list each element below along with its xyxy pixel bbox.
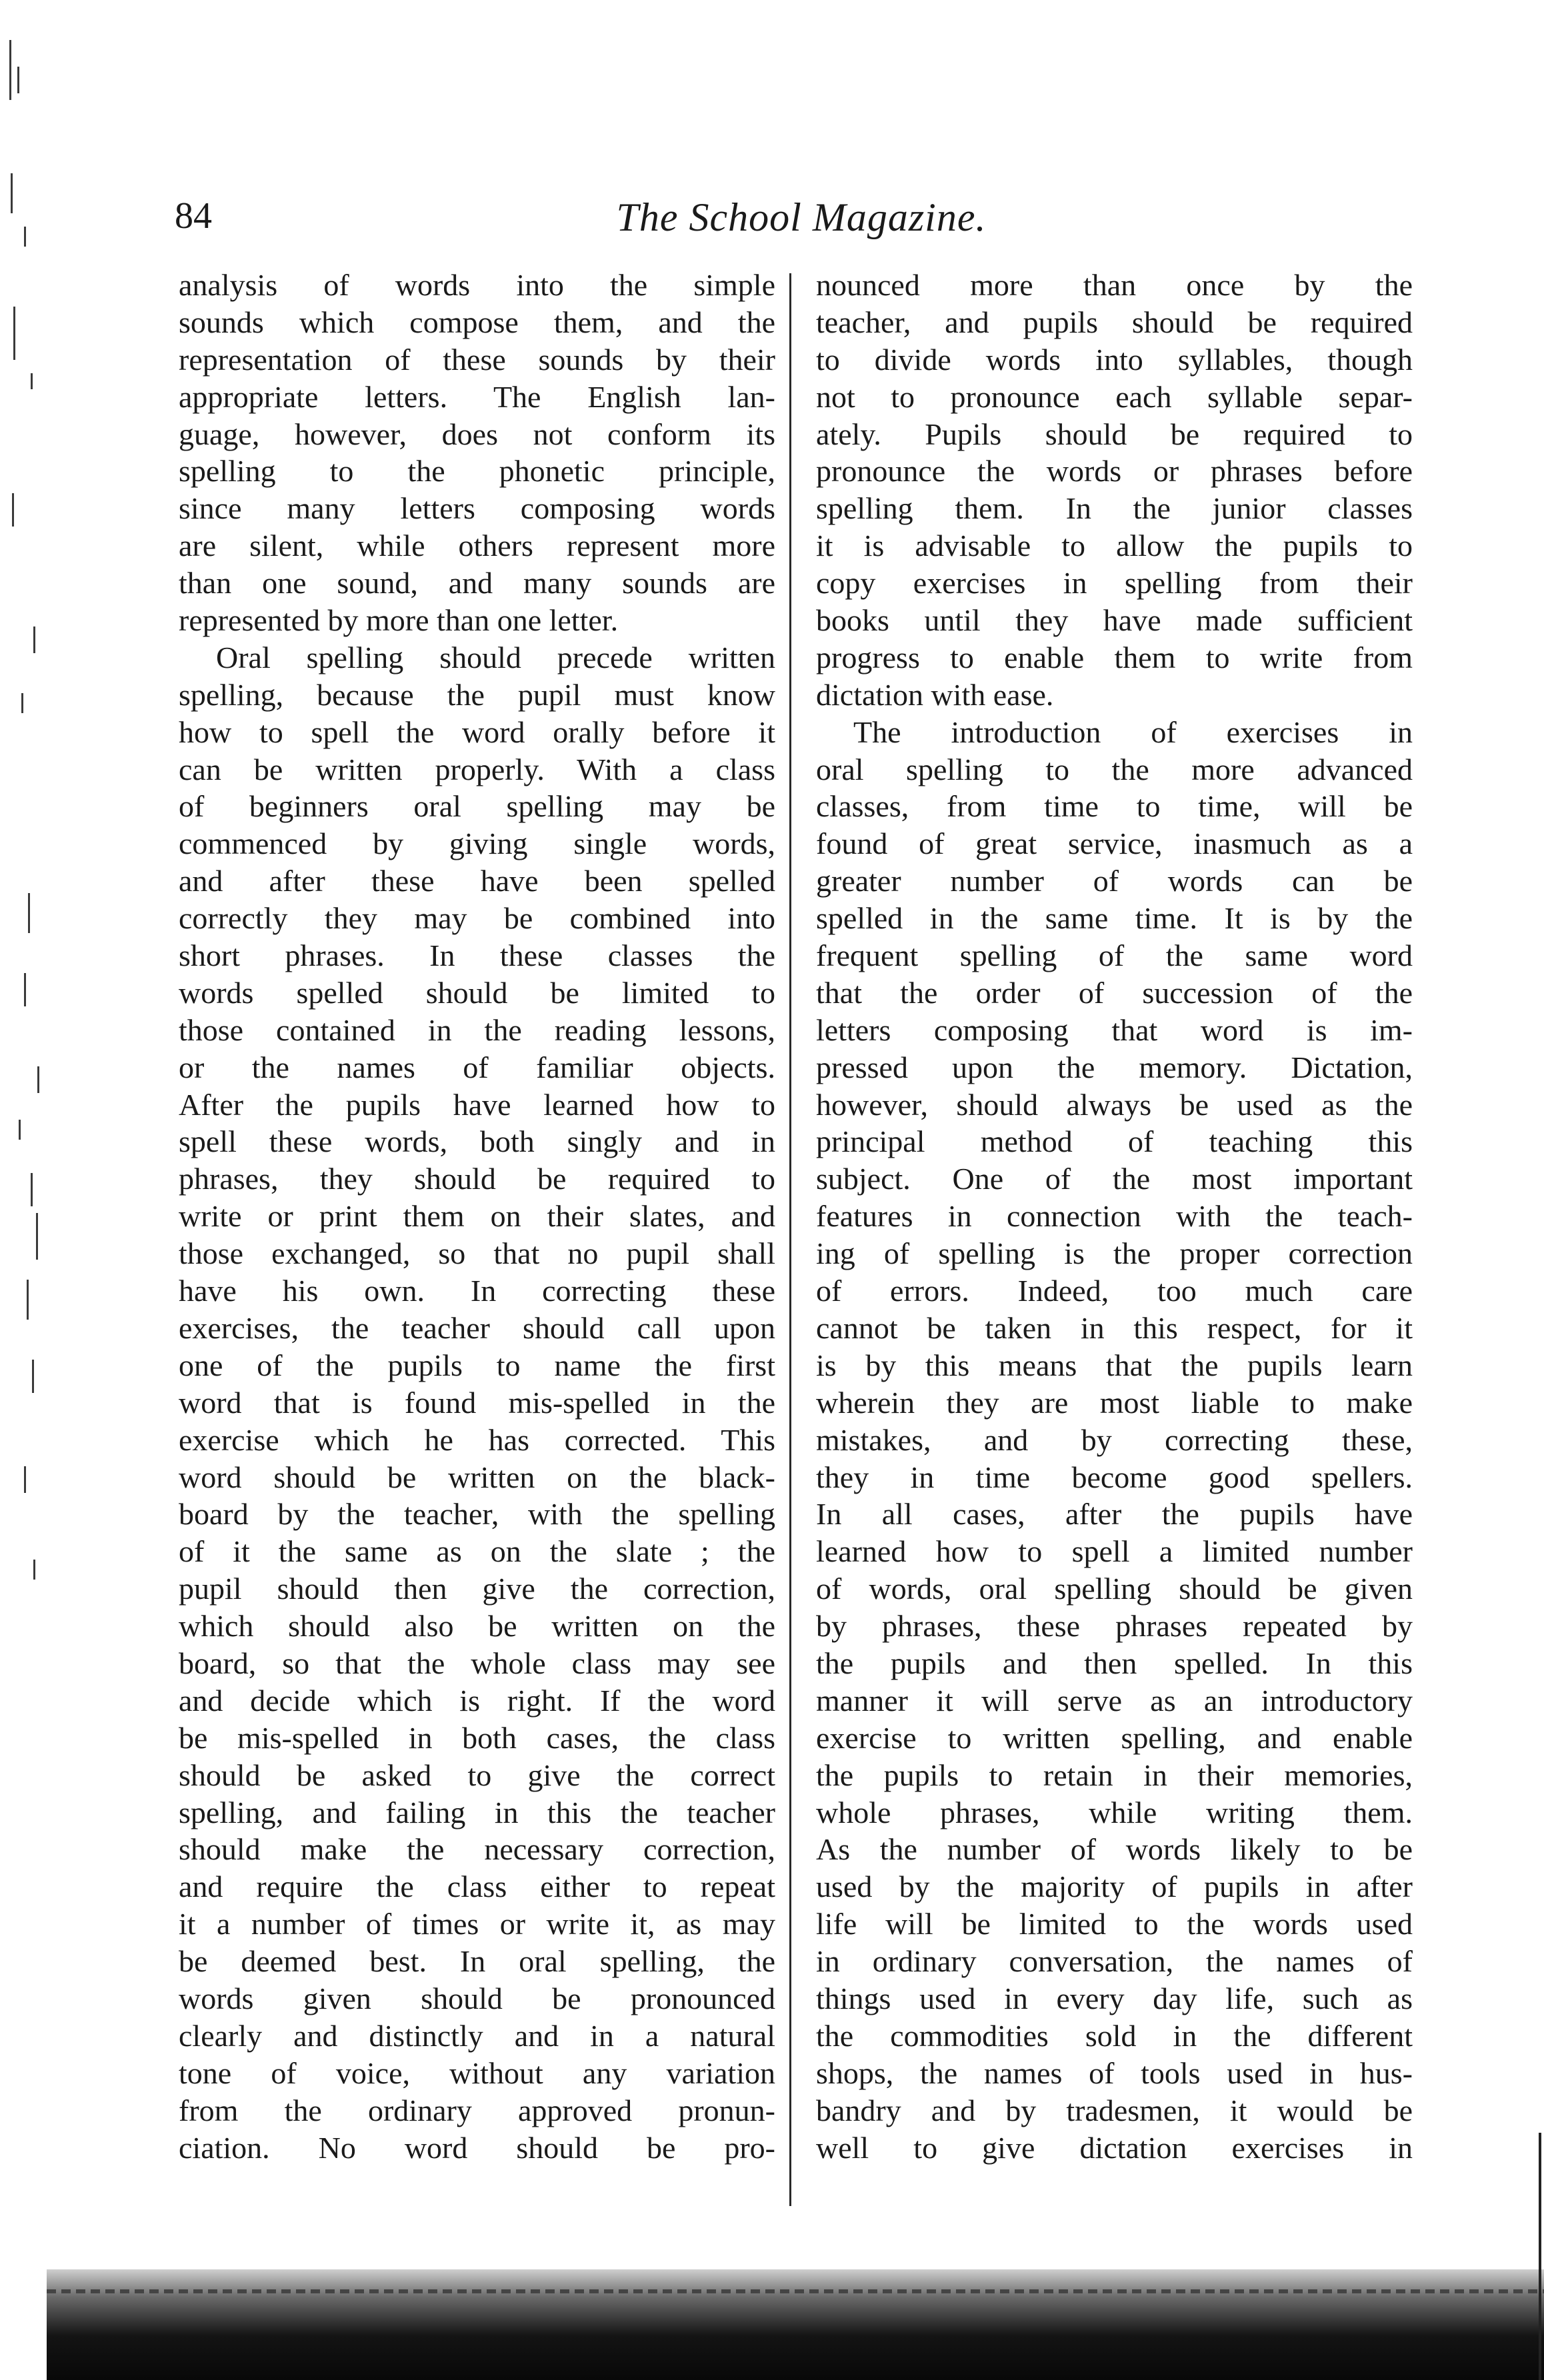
text-line: they in time become good spellers. bbox=[816, 1460, 1413, 1494]
text-line: principal method of teaching this bbox=[816, 1124, 1413, 1159]
text-line: cannot be taken in this respect, for it bbox=[816, 1310, 1413, 1345]
text-line: which should also be written on the bbox=[179, 1609, 775, 1644]
text-line: pupil should then give the correction, bbox=[179, 1572, 775, 1606]
text-line: progress to enable them to write from bbox=[816, 640, 1413, 674]
text-line: are silent, while others represent more bbox=[179, 529, 775, 563]
text-line: how to spell the word orally before it bbox=[179, 714, 775, 749]
text-line: word that is found mis-spelled in the bbox=[179, 1385, 775, 1420]
text-line: copy exercises in spelling from their bbox=[816, 566, 1413, 600]
text-line: correctly they may be combined into bbox=[179, 901, 775, 936]
text-line: whole phrases, while writing them. bbox=[816, 1795, 1413, 1829]
right-column bbox=[816, 267, 1413, 2213]
text-line: word should be written on the black- bbox=[179, 1460, 775, 1494]
text-line: wherein they are most liable to make bbox=[816, 1385, 1413, 1420]
text-line: however, should always be used as the bbox=[816, 1087, 1413, 1122]
text-line: pronounce the words or phrases before bbox=[816, 454, 1413, 489]
text-line: represented by more than one letter. bbox=[179, 603, 619, 638]
scan-right-edge bbox=[1539, 2133, 1541, 2380]
text-line: guage, however, does not conform its bbox=[179, 417, 775, 451]
text-line: have his own. In correcting these bbox=[179, 1274, 775, 1308]
text-line: can be written properly. With a class bbox=[179, 752, 775, 786]
text-line: ing of spelling is the proper correction bbox=[816, 1236, 1413, 1271]
text-line: and decide which is right. If the word bbox=[179, 1683, 775, 1718]
column-divider bbox=[789, 273, 791, 2206]
text-line: those exchanged, so that no pupil shall bbox=[179, 1236, 775, 1271]
paragraph-start-line: The introduction of exercises in bbox=[853, 714, 1413, 749]
text-line: things used in every day life, such as bbox=[816, 1981, 1413, 2015]
text-line: letters composing that word is im- bbox=[816, 1012, 1413, 1047]
text-line: In all cases, after the pupils have bbox=[816, 1497, 1413, 1532]
text-line: one of the pupils to name the first bbox=[179, 1348, 775, 1382]
text-line: life will be limited to the words used bbox=[816, 1907, 1413, 1941]
page-number: 84 bbox=[175, 195, 212, 237]
text-line: or the names of familiar objects. bbox=[179, 1050, 775, 1084]
text-line: features in connection with the teach- bbox=[816, 1199, 1413, 1234]
text-line: frequent spelling of the same word bbox=[816, 938, 1413, 973]
text-line: ately. Pupils should be required to bbox=[816, 417, 1413, 451]
text-line: analysis of words into the simple bbox=[179, 268, 775, 302]
text-line: it a number of times or write it, as may bbox=[179, 1907, 775, 1941]
text-line: spelled in the same time. It is by the bbox=[816, 901, 1413, 936]
text-line: After the pupils have learned how to bbox=[179, 1087, 775, 1122]
text-line: representation of these sounds by their bbox=[179, 342, 775, 377]
text-line: As the number of words likely to be bbox=[816, 1832, 1413, 1867]
text-line: short phrases. In these classes the bbox=[179, 938, 775, 973]
text-line: spell these words, both singly and in bbox=[179, 1124, 775, 1159]
text-line: ciation. No word should be pro- bbox=[179, 2130, 775, 2165]
text-line: by phrases, these phrases repeated by bbox=[816, 1609, 1413, 1644]
text-line: board, so that the whole class may see bbox=[179, 1646, 775, 1680]
text-line: of words, oral spelling should be given bbox=[816, 1572, 1413, 1606]
text-line: is by this means that the pupils learn bbox=[816, 1348, 1413, 1382]
text-line: that the order of succession of the bbox=[816, 975, 1413, 1010]
text-line: exercises, the teacher should call upon bbox=[179, 1310, 775, 1345]
text-line: tone of voice, without any variation bbox=[179, 2055, 775, 2090]
text-line: board by the teacher, with the spelling bbox=[179, 1497, 775, 1532]
text-line: books until they have made sufficient bbox=[816, 603, 1413, 638]
text-line: nounced more than once by the bbox=[816, 268, 1413, 302]
text-line: words given should be pronounced bbox=[179, 1981, 775, 2015]
text-line: in ordinary conversation, the names of bbox=[816, 1944, 1413, 1979]
text-line: used by the majority of pupils in after bbox=[816, 1869, 1413, 1904]
text-line: appropriate letters. The English lan- bbox=[179, 379, 775, 414]
text-line: clearly and distinctly and in a natural bbox=[179, 2018, 775, 2053]
running-title: The School Magazine. bbox=[616, 195, 987, 239]
text-line: be mis-spelled in both cases, the class bbox=[179, 1720, 775, 1755]
text-line: spelling, and failing in this the teacher bbox=[179, 1795, 775, 1829]
text-line: should be asked to give the correct bbox=[179, 1758, 775, 1792]
text-line: teacher, and pupils should be required bbox=[816, 305, 1413, 339]
paragraph-start-line: Oral spelling should precede written bbox=[216, 640, 775, 674]
text-line: found of great service, inasmuch as a bbox=[816, 826, 1413, 861]
text-line: not to pronounce each syllable separ- bbox=[816, 379, 1413, 414]
text-line: spelling to the phonetic principle, bbox=[179, 454, 775, 489]
page-header bbox=[175, 195, 1428, 248]
left-column bbox=[179, 267, 775, 2213]
text-line: should make the necessary correction, bbox=[179, 1832, 775, 1867]
text-line: be deemed best. In oral spelling, the bbox=[179, 1944, 775, 1979]
text-line: spelling them. In the junior classes bbox=[816, 491, 1413, 526]
text-line: dictation with ease. bbox=[816, 677, 1054, 712]
scan-bottom-band bbox=[47, 2269, 1544, 2380]
text-line: the commodities sold in the different bbox=[816, 2018, 1413, 2053]
text-line: learned how to spell a limited number bbox=[816, 1534, 1413, 1569]
text-line: the pupils and then spelled. In this bbox=[816, 1646, 1413, 1680]
text-line: words spelled should be limited to bbox=[179, 975, 775, 1010]
text-line: exercise which he has corrected. This bbox=[179, 1422, 775, 1457]
text-line: commenced by giving single words, bbox=[179, 826, 775, 861]
text-line: and after these have been spelled bbox=[179, 864, 775, 898]
text-line: classes, from time to time, will be bbox=[816, 789, 1413, 824]
scan-gutter-marks bbox=[4, 27, 51, 1693]
text-line: phrases, they should be required to bbox=[179, 1162, 775, 1196]
text-line: oral spelling to the more advanced bbox=[816, 752, 1413, 786]
text-line: sounds which compose them, and the bbox=[179, 305, 775, 339]
text-line: of it the same as on the slate ; the bbox=[179, 1534, 775, 1569]
text-line: mistakes, and by correcting these, bbox=[816, 1422, 1413, 1457]
text-line: the pupils to retain in their memories, bbox=[816, 1758, 1413, 1792]
text-line: to divide words into syllables, though bbox=[816, 342, 1413, 377]
text-line: manner it will serve as an introductory bbox=[816, 1683, 1413, 1718]
text-line: of beginners oral spelling may be bbox=[179, 789, 775, 824]
text-line: shops, the names of tools used in hus- bbox=[816, 2055, 1413, 2090]
text-line: spelling, because the pupil must know bbox=[179, 677, 775, 712]
text-line: of errors. Indeed, too much care bbox=[816, 1274, 1413, 1308]
text-line: pressed upon the memory. Dictation, bbox=[816, 1050, 1413, 1084]
text-line: those contained in the reading lessons, bbox=[179, 1012, 775, 1047]
text-line: greater number of words can be bbox=[816, 864, 1413, 898]
text-line: well to give dictation exercises in bbox=[816, 2130, 1413, 2165]
text-line: subject. One of the most important bbox=[816, 1162, 1413, 1196]
text-line: and require the class either to repeat bbox=[179, 1869, 775, 1904]
text-line: from the ordinary approved pronun- bbox=[179, 2093, 775, 2127]
text-line: it is advisable to allow the pupils to bbox=[816, 529, 1413, 563]
text-columns bbox=[179, 267, 1425, 2213]
text-line: write or print them on their slates, and bbox=[179, 1199, 775, 1234]
text-line: since many letters composing words bbox=[179, 491, 775, 526]
text-line: than one sound, and many sounds are bbox=[179, 566, 775, 600]
text-line: exercise to written spelling, and enable bbox=[816, 1720, 1413, 1755]
text-line: bandry and by tradesmen, it would be bbox=[816, 2093, 1413, 2127]
